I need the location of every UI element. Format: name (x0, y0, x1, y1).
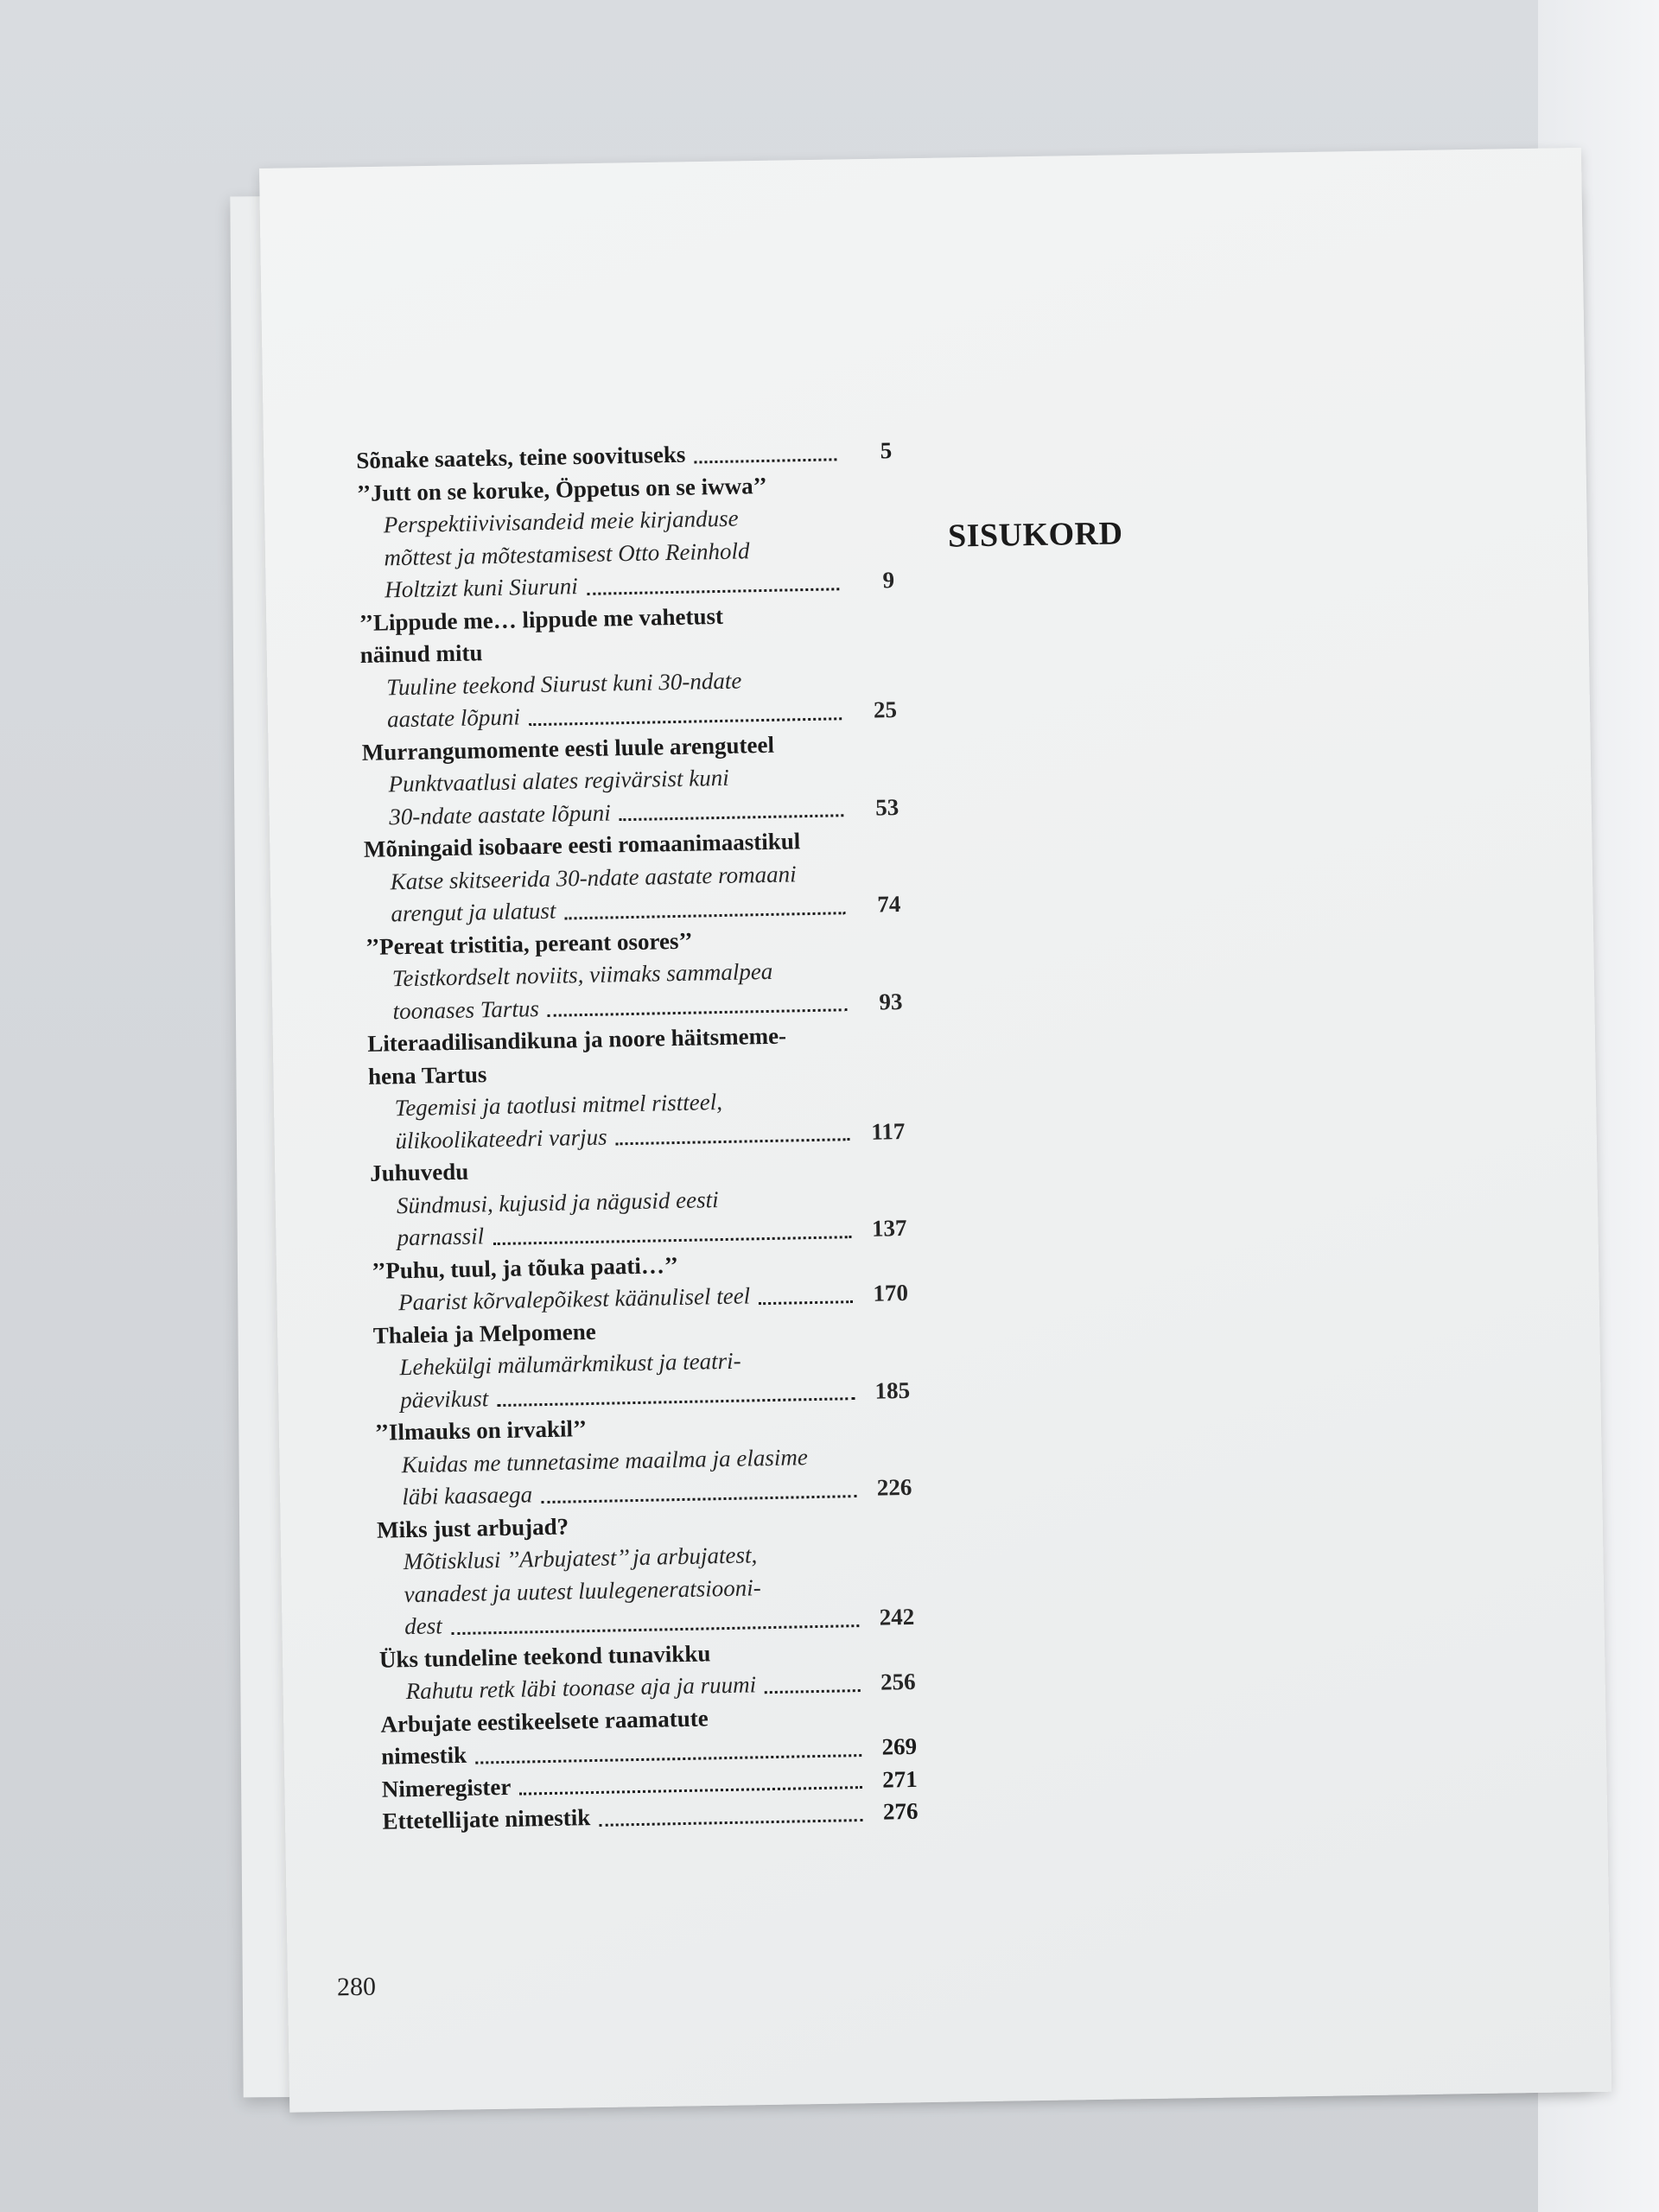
leader-dots (565, 912, 846, 919)
leader-dots (765, 1689, 861, 1694)
toc-entry (365, 920, 903, 1027)
toc-entry-subtitle: Mõtisklusi ’’Arbujatest’’ ja arbujatest, (403, 1541, 758, 1575)
toc-entry (379, 1633, 916, 1708)
toc-entry (380, 1698, 917, 1773)
toc-entry-subtitle-text: Rahutu retk läbi toonase aja ja ruumi (405, 1671, 757, 1705)
toc-entry-page: 25 (873, 696, 898, 723)
toc-entry (367, 1018, 906, 1158)
toc-entry-subtitle: Punktvaatlusi alates regivärsist kuni (388, 764, 729, 798)
leader-dots (548, 1008, 848, 1017)
toc-entry-subtitle-text: aastate lõpuni (386, 703, 521, 733)
toc-entry-subtitle: vanadest ja uutest luulegeneratsiooni- (404, 1573, 761, 1607)
toc-entry-subtitle-text: Paarist kõrvalepõikest käänulisel teel (397, 1282, 751, 1316)
toc-entry (377, 1503, 915, 1643)
toc-entry-subtitle: Kuidas me tunnetasime maailma ja elasime (401, 1443, 809, 1478)
toc-entry-title: ’’Jutt on se koruke, Öppetus on se iwwa’’ (356, 472, 767, 506)
toc-entry-subtitle: Perspektiivivisandeid meie kirjanduse (383, 505, 739, 538)
toc-entry (370, 1147, 907, 1255)
toc-entry-subtitle-text: parnassil (397, 1223, 485, 1251)
toc-entry-page: 276 (882, 1797, 918, 1825)
leader-dots (475, 1754, 861, 1764)
toc-entry-subtitle-text: arengut ja ulatust (391, 897, 556, 927)
toc-entry-subtitle: Lehekülgi mälumärkmikust ja teatri- (399, 1347, 741, 1381)
toc-entry-page: 226 (876, 1473, 912, 1501)
toc-entry-page: 185 (874, 1376, 911, 1404)
leader-dots (620, 814, 844, 821)
leader-dots (541, 1495, 856, 1503)
toc-entry-subtitle-text: dest (404, 1612, 443, 1640)
toc-entry-title: Literaadilisandikuna ja noore häitsmeme- (367, 1022, 787, 1057)
leader-dots (616, 1138, 850, 1145)
toc-entry-title: Mõningaid isobaare eesti romaanimaastikul (363, 828, 801, 862)
toc-entry (375, 1407, 912, 1514)
leader-dots (519, 1786, 862, 1796)
toc-entry-page: 74 (877, 891, 901, 918)
leader-dots (759, 1300, 853, 1305)
page-number: 280 (336, 1972, 377, 2002)
toc-entry-title-text: Ettetellijate nimestik (382, 1804, 591, 1834)
toc-entry-page: 170 (873, 1279, 909, 1306)
toc-entry-title: hena Tartus (367, 1060, 487, 1090)
toc-entry-title: näinud mitu (359, 639, 483, 668)
toc-entry (372, 1309, 910, 1416)
toc-entry-page: 9 (882, 567, 895, 594)
toc-entry-title: ’’Lippude me… lippude me vahetust (359, 602, 724, 636)
toc-entry-subtitle-text: läbi kaasaega (402, 1481, 533, 1510)
toc-entry-title: ’’Puhu, tuul, ja tõuka paati…’’ (372, 1251, 679, 1284)
leader-dots (497, 1397, 855, 1407)
toc-entry (359, 597, 898, 737)
toc-entry-title: Juhuvedu (369, 1158, 469, 1186)
leader-dots (587, 588, 839, 595)
leader-dots (451, 1624, 859, 1635)
toc-entry-subtitle: Sündmusi, kujusid ja nägusid eesti (396, 1185, 719, 1218)
toc-entry-subtitle: mõttest ja mõtestamisest Otto Reinhold (384, 537, 750, 570)
toc-entry (361, 727, 899, 834)
toc-entry-subtitle: Tuuline teekond Siurust kuni 30-ndate (386, 666, 742, 700)
toc-entry-subtitle-text: Holtzizt kuni Siuruni (384, 573, 578, 603)
toc-entry-title: Murrangumomente eesti luule arenguteel (361, 731, 775, 766)
toc-entry-title: Arbujate eestikeelsete raamatute (380, 1704, 709, 1738)
toc-entry-title-text: Nimeregister (381, 1773, 512, 1802)
toc-entry-page: 271 (881, 1765, 918, 1793)
toc-entry-subtitle-text: päevikust (399, 1384, 489, 1413)
toc-entry (372, 1244, 908, 1319)
toc-entry-subtitle: Teistkordselt noviits, viimaks sammalpea (391, 957, 773, 992)
leader-dots (529, 717, 842, 726)
table-of-contents (356, 435, 918, 1838)
toc-entry-title: Miks just arbujad? (376, 1513, 569, 1543)
toc-entry-subtitle-text: toonases Tartus (392, 995, 540, 1024)
toc-entry-title-text: Sõnake saateks, teine soovituseks (356, 441, 686, 474)
toc-entry-page: 256 (880, 1668, 916, 1695)
leader-dots (599, 1819, 862, 1827)
toc-entry-title: Thaleia ja Melpomene (372, 1318, 596, 1349)
toc-entry-page: 5 (880, 437, 893, 464)
toc-entry-page: 53 (874, 793, 899, 821)
toc-entry-subtitle-text: ülikoolikateedri varjus (395, 1123, 607, 1154)
toc-entry-title-text: nimestik (380, 1741, 467, 1770)
toc-entry-page: 137 (871, 1214, 907, 1242)
toc-entry-page: 93 (879, 988, 903, 1014)
leader-dots (493, 1236, 851, 1245)
toc-entry-page: 117 (871, 1117, 906, 1145)
toc-entry-subtitle-text: 30-ndate aastate lõpuni (388, 798, 611, 830)
toc-entry-subtitle: Katse skitseerida 30-ndate aastate romaani (390, 860, 797, 894)
toc-entry-title: ’’Pereat tristitia, pereant osores’’ (365, 927, 693, 960)
page-heading: SISUKORD (947, 515, 1123, 555)
toc-entry-subtitle: Tegemisi ja taotlusi mitmel ristteel, (394, 1089, 723, 1122)
toc-entry (357, 467, 895, 607)
toc-entry-page: 242 (879, 1603, 915, 1630)
toc-entry-title: ’’Ilmauks on irvakil’’ (374, 1415, 588, 1446)
toc-entry-page: 269 (881, 1732, 918, 1760)
toc-entry-title: Üks tundeline teekond tunavikku (378, 1639, 711, 1673)
leader-dots (694, 458, 836, 463)
toc-entry (364, 823, 901, 931)
